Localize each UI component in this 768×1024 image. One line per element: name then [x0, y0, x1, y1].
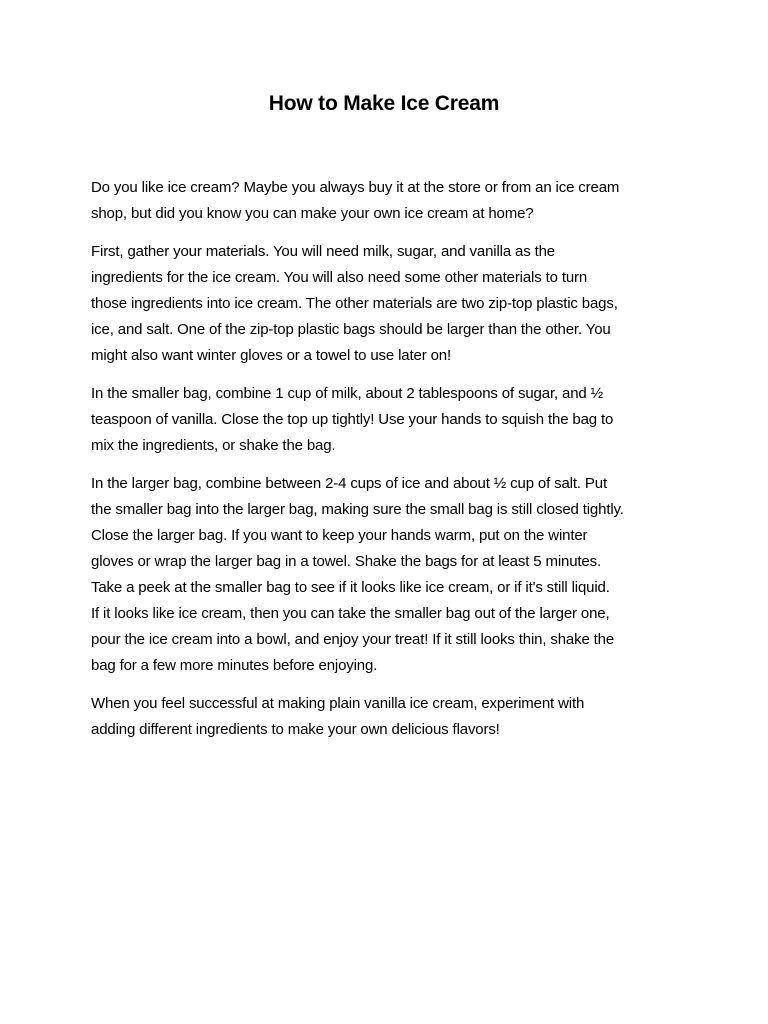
text-line: If it looks like ice cream, then you can take the smaller bag out of the larger one, — [91, 605, 610, 622]
text-line: the smaller bag into the larger bag, making sure the small bag is still closed tightly. — [91, 501, 624, 518]
text-line: adding different ingredients to make your own delicious flavors! — [91, 721, 500, 738]
text-line: bag for a few more minutes before enjoying. — [91, 657, 378, 674]
text-line: First, gather your materials. You will need milk, sugar, and vanilla as the — [91, 243, 555, 260]
text-line: Take a peek at the smaller bag to see if it looks like ice cream, or if it's still liquid. — [91, 579, 610, 596]
text-line: mix the ingredients, or shake the bag. — [91, 437, 336, 454]
text-line: Close the larger bag. If you want to keep your hands warm, put on the winter — [91, 527, 588, 544]
text-line: When you feel successful at making plain vanilla ice cream, experiment with — [91, 695, 585, 712]
text-line: pour the ice cream into a bowl, and enjoy your treat! If it still looks thin, shake the — [91, 631, 615, 648]
document-body — [91, 175, 691, 755]
text-line: shop, but did you know you can make your own ice cream at home? — [91, 205, 534, 222]
text-line: teaspoon of vanilla. Close the top up tightly! Use your hands to squish the bag to — [91, 411, 614, 428]
text-line: might also want winter gloves or a towel to use later on! — [91, 347, 451, 364]
text-line: ingredients for the ice cream. You will also need some other materials to turn — [91, 269, 588, 286]
paragraph-conclusion — [91, 691, 691, 743]
text-line: ice, and salt. One of the zip-top plastic bags should be larger than the other. You — [91, 321, 611, 338]
text-line: those ingredients into ice cream. The other materials are two zip-top plastic bags, — [91, 295, 618, 312]
text-line: In the larger bag, combine between 2-4 cups of ice and about ½ cup of salt. Put — [91, 475, 607, 492]
paragraph-intro — [91, 175, 691, 227]
text-line: Do you like ice cream? Maybe you always buy it at the store or from an ice cream — [91, 179, 620, 196]
paragraph-materials — [91, 239, 691, 369]
document-title: How to Make Ice Cream — [268, 92, 500, 115]
text-line: In the smaller bag, combine 1 cup of milk, about 2 tablespoons of sugar, and ½ — [91, 385, 603, 402]
text-line: gloves or wrap the larger bag in a towel. Shake the bags for at least 5 minutes. — [91, 553, 601, 570]
paragraph-larger-bag — [91, 471, 691, 679]
paragraph-smaller-bag — [91, 381, 691, 459]
